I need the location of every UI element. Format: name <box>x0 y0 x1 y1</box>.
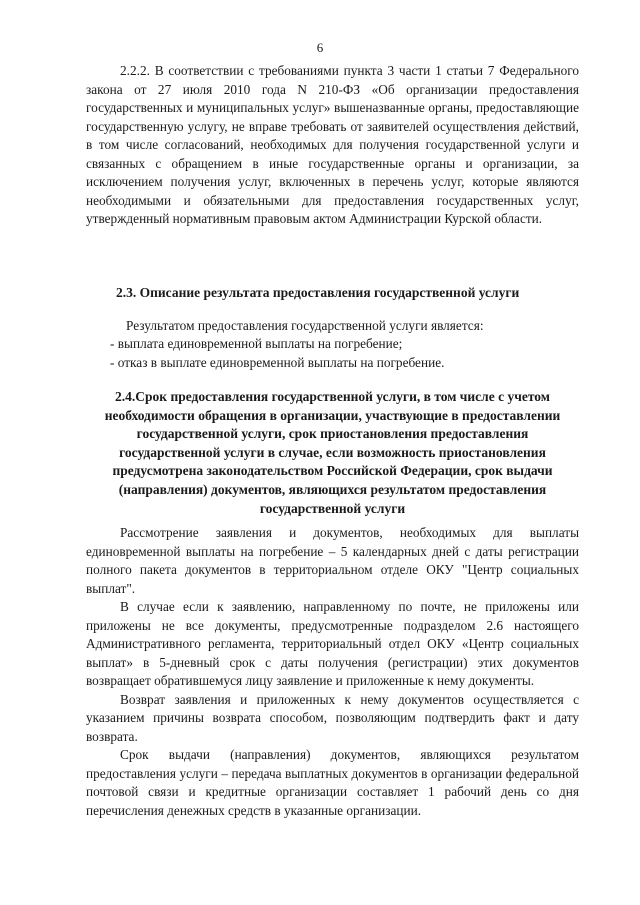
section-2-3 <box>86 284 579 372</box>
section-2-4-paragraph-4: Срок выдачи (направления) документов, являющихся результатом предоставления услуги – передача выплатных документов в организации федеральной почтовой связи и кредитные организации составляет 1 рабочий день со дня перечисления денежных средств в указанные организации. <box>86 747 579 818</box>
section-2-4 <box>86 388 579 518</box>
paragraph-2-2-2: 2.2.2. В соответствии с требованиями пункта 3 части 1 статьи 7 Федерального закона от 27 июля 2010 года N 210-ФЗ «Об организации предоставления государственных и муниципальных услуг» вышеназванные органы, предоставляющие государственную услугу, не вправе требовать от заявителей осуществления действий, в том числе согласований, необходимых для получения государственной услуги и связанных с обращением в иные государственные органы и организации, за исключением получения услуг, включенных в перечень услуг, которые являются необходимыми и обязательными для предоставления государственных услуг, утвержденный нормативным правовым актом Администрации Курской области. <box>86 63 579 226</box>
section-2-4-paragraph-3: Возврат заявления и приложенных к нему документов осуществляется с указанием причины возврата способом, позволяющим подтвердить факт и дату возврата. <box>86 691 579 744</box>
section-2-4-heading: 2.4.Срок предоставления государственной услуги, в том числе с учетом необходимости обращения в организации, участвующие в предоставлении государственной услуги, срок приостановления предоставления государственной услуги в случае, если возможность приостановления предусмотрена законодательством Российской Федерации, срок выдачи (направления) документов, являющихся результатом предоставления государственной услуги <box>104 389 561 516</box>
section-2-4-body <box>86 524 579 820</box>
section-2-3-heading: 2.3. Описание результата предоставления государственной услуги <box>116 285 520 300</box>
result-list-item: - выплата единовременной выплаты на погребение; <box>110 336 403 351</box>
result-list-item: - отказ в выплате единовременной выплаты на погребение. <box>110 354 445 370</box>
section-2-4-paragraph-1: Рассмотрение заявления и документов, необходимых для выплаты единовременной выплаты на погребение – 5 календарных дней с даты регистрации полного пакета документов в территориальном отделе ОКУ "Центр социальных выплат". <box>86 525 579 596</box>
page-number: 6 <box>316 40 324 55</box>
section-2-3-intro: Результатом предоставления государственной услуги является: <box>126 317 484 333</box>
section-2-2-2 <box>86 62 579 229</box>
section-2-4-paragraph-2: В случае если к заявлению, направленному по почте, не приложены или приложены не все документы, предусмотренные подразделом 2.6 настоящего Административного регламента, территориальный отдел ОКУ «Центр социальных выплат» в 5-дневный срок с даты получения (регистрации) этих документов возвращает обратившемуся лицу заявление и приложенные к нему документы. <box>86 599 579 688</box>
